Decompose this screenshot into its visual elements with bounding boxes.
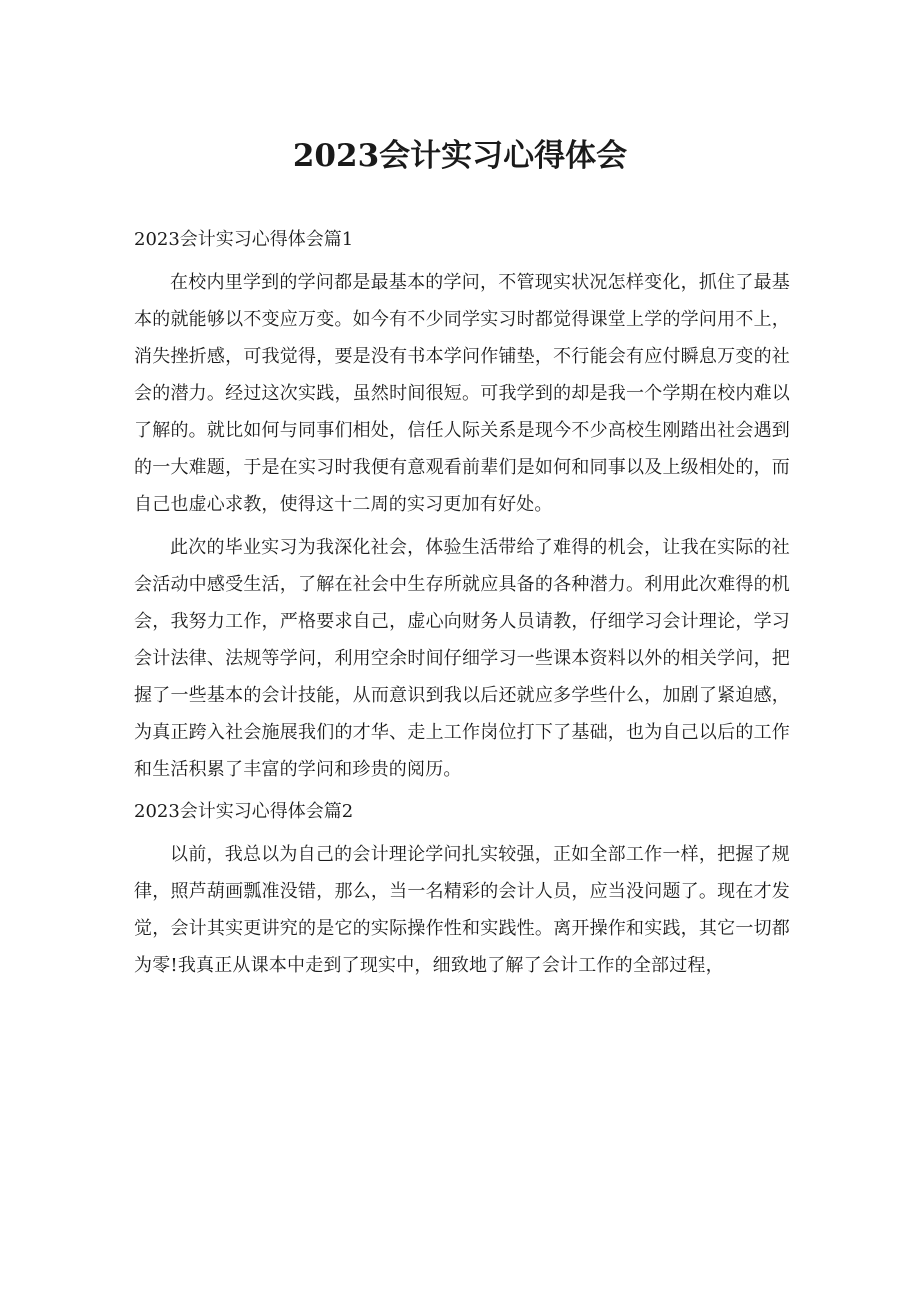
section-heading-2: 2023会计实习心得体会篇2 [134, 801, 354, 822]
section-1-paragraph-1: 在校内里学到的学问都是最基本的学问，不管现实状况怎样变化，抓住了最基本的就能够以不变应万变。如今有不少同学实习时都觉得课堂上学的学问用不上，消失挫折感，可我觉得，要是没有书本学问作铺垫，不行能会有应付瞬息万变的社会的潜力。经过这次实践，虽然时间很短。可我学到的却是我一个学期在校内难以了解的。就比如何与同事们相处，信任人际关系是现今不少高校生刚踏出社会遇到的一大难题，于是在实习时我便有意观看前辈们是如何和同事以及上级相处的，而自己也虚心求教，使得这十二周的实习更加有好处。 [134, 272, 790, 515]
document-title: 2023会计实习心得体会 [292, 138, 628, 174]
section-2-paragraph-1: 以前，我总以为自己的会计理论学问扎实较强，正如全部工作一样，把握了规律，照芦葫画瓢准没错，那么，当一名精彩的会计人员，应当没问题了。现在才发觉，会计其实更讲究的是它的实际操作性和实践性。离开操作和实践，其它一切都为零!我真正从课本中走到了现实中，细致地了解了会计工作的全部过程， [134, 844, 790, 976]
section-heading-1: 2023会计实习心得体会篇1 [134, 229, 354, 250]
document-body [134, 222, 790, 984]
section-1-paragraph-2: 此次的毕业实习为我深化社会，体验生活带给了难得的机会，让我在实际的社会活动中感受生活，了解在社会中生存所就应具备的各种潜力。利用此次难得的机会，我努力工作，严格要求自己，虚心向财务人员请教，仔细学习会计理论，学习会计法律、法规等学问，利用空余时间仔细学习一些课本资料以外的相关学问，把握了一些基本的会计技能，从而意识到我以后还就应多学些什么，加剧了紧迫感，为真正跨入社会施展我们的才华、走上工作岗位打下了基础，也为自己以后的工作和生活积累了丰富的学问和珍贵的阅历。 [134, 537, 790, 780]
